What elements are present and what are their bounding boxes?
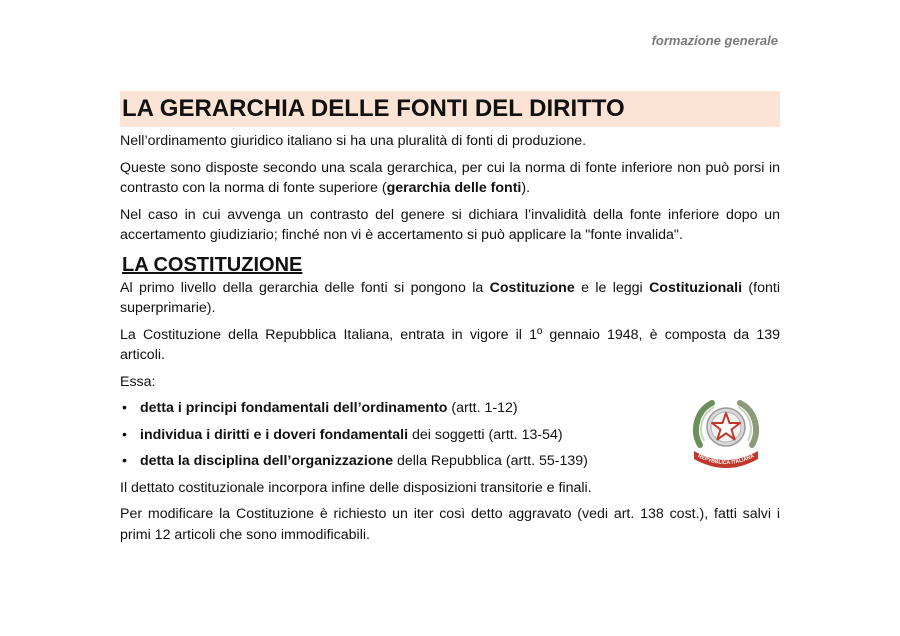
bold-term-gerarchia: gerarchia delle fonti <box>386 180 522 196</box>
text-span: ). <box>521 180 531 196</box>
page-title: LA GERARCHIA DELLE FONTI DEL DIRITTO <box>120 91 780 127</box>
text-span: e le leggi <box>574 279 650 296</box>
bullet-bold-text: detta i principi fondamentali dell’ordinamento <box>140 400 448 416</box>
intro-paragraph-1: Nell’ordinamento giuridico italiano si ha una pluralità di fonti di produzione. <box>120 133 587 149</box>
list-item <box>120 425 780 446</box>
costituzione-paragraph-1 <box>120 278 780 319</box>
bullet-icon: • <box>122 453 127 469</box>
bullet-bold-text: individua i diritti e i doveri fondamentali <box>140 426 409 443</box>
document-body <box>120 91 780 551</box>
bullet-bold-text: detta la disciplina dell’organizzazione <box>140 453 394 469</box>
bullet-list <box>120 398 780 472</box>
intro-paragraph-3: Nel caso in cui avvenga un contrasto del genere si dichiara l’invalidità della fonte inferiore dopo un accertamento giudiziario; finché non vi è accertamento si può applicare la "fonte invalida". <box>120 206 780 243</box>
bullet-icon: • <box>122 426 127 443</box>
costituzione-paragraph-2: La Costituzione della Repubblica Italiana, entrata in vigore il 1º gennaio 1948, è composta da 139 articoli. <box>120 326 780 363</box>
costituzione-paragraph-4: Per modificare la Costituzione è richiesto un iter così detto aggravato (vedi art. 138 cost.), fatti salvi i primi 12 articoli che sono immodificabili. <box>120 506 780 543</box>
bullet-text: (artt. 1-12) <box>447 400 518 416</box>
text-span: Al primo livello della gerarchia delle fonti si pongono la <box>120 279 490 296</box>
list-item <box>120 451 780 472</box>
essa-label: Essa: <box>120 373 156 390</box>
intro-paragraph-2 <box>120 158 780 199</box>
bullet-text: della Repubblica (artt. 55-139) <box>393 453 588 469</box>
bold-term-costituzione: Costituzione <box>489 279 575 296</box>
bold-term-costituzionali: Costituzionali <box>649 279 743 296</box>
costituzione-paragraph-3: Il dettato costituzionale incorpora infine delle disposizioni transitorie e finali. <box>120 479 592 496</box>
emblem-ribbon-text: REPVBBLICA ITALIANA <box>696 453 756 467</box>
bullet-icon: • <box>122 400 127 416</box>
section-heading-costituzione: LA COSTITUZIONE <box>122 253 303 276</box>
italian-republic-emblem-icon <box>686 393 766 473</box>
bullet-text: dei soggetti (artt. 13-54) <box>408 426 563 443</box>
header-tag: formazione generale <box>651 33 778 48</box>
text-span: Queste sono disposte secondo una scala gerarchica, per cui la norma di fonte inferiore non può porsi in contrasto con la norma di fonte superiore ( <box>120 159 780 196</box>
text-span: (fonti superprimarie). <box>120 279 780 316</box>
list-item <box>120 398 780 419</box>
